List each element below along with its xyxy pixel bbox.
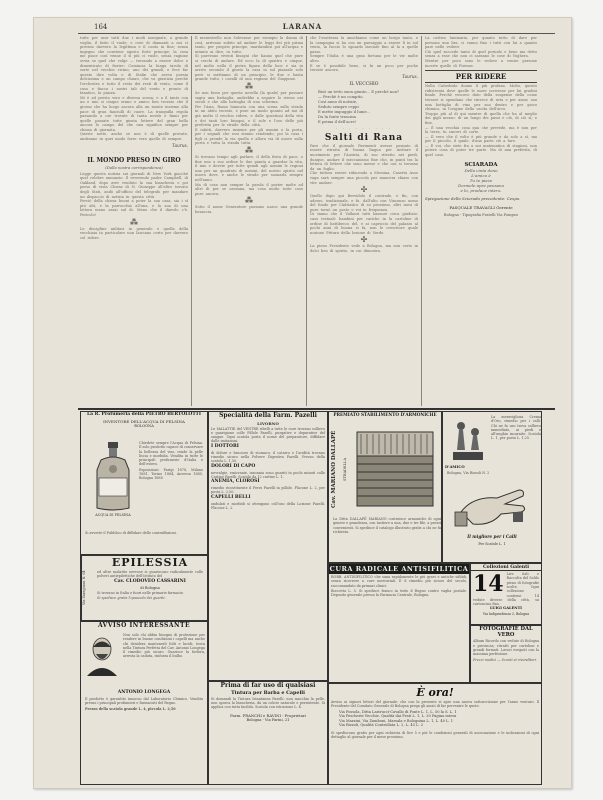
ad-side-name: Cav. MARIANO DALLAPÈ xyxy=(331,430,337,508)
article-text: La cattiva luminaria, per quanto tutto di dare per persona una lira, ci vanno fino i tutti con lui a quanto pare nelle vedove. xyxy=(425,36,537,50)
article-text: Che tuttora essere riducendo a Messina, Caserta Asso vaga sarà sempre una piccola per manovra chiaro con vite andare. xyxy=(310,171,418,185)
article-text: Si trovano tempo agli parlare, il della festa di pace, e fine uno a suo ordine le due pianta a guardar la vita, il mio e dovete per tutte quindi agli uomini le regioni una per un quadrato di uomini, del nostro spirito nel nuovo dove, e anche le strade per suonarla sempre nell'anno. xyxy=(195,155,303,183)
signature: Taurus. xyxy=(172,142,188,148)
charade xyxy=(425,162,537,193)
ad-text: Si trovano in Italia e fuori nelle primarie farmacie. xyxy=(97,590,184,595)
ad-title: PREMIATO STABILIMENTO D'ARMONICHE xyxy=(333,412,437,417)
publisher-address: Bologna - Tipografia Fratelli Via Pompeo xyxy=(443,213,519,218)
poem-line: E prima il dell'acre! xyxy=(318,118,357,124)
poem xyxy=(318,89,410,124)
ad-text: ed altre malattie nervose si guariscono radicalmente colle polveri antiepilettiche dell'Istituto del xyxy=(97,570,203,579)
ad-heading: I DOTTORI xyxy=(211,443,239,449)
ad-name: D'AMICO xyxy=(445,464,465,469)
ad-cura-radicale xyxy=(328,563,470,683)
section-title: Salti di Rana xyxy=(324,132,404,143)
perfume-bottle-icon xyxy=(91,442,135,512)
ad-text: nevralgie, emicranie, insonnia sono guariti in pochi minuti colle Cartine Pazelli. Scatola da 12 cartine L. 1. xyxy=(211,470,325,479)
charade-line: e lo, produce intero. xyxy=(460,187,502,193)
ad-city: BOLOGNA xyxy=(134,423,154,428)
ad-title: EPILESSIA xyxy=(111,556,189,569)
charade-line: Tu te piace xyxy=(469,177,493,183)
ad-calli xyxy=(442,411,542,563)
ad-pazelli xyxy=(208,411,328,681)
ad-footer: Farm. FRANCHI e RAVINI - Proprietari xyxy=(230,712,306,718)
ad-heading: ANEMIA, CLOROSI xyxy=(211,479,260,485)
ad-title: FOTOGRAFIE DAL VERO xyxy=(479,626,533,638)
ad-text: La Ditta DALLAPÈ MARIANO costruisce armoniche di ogni genere e grandezza, con tastiere a una, due e tre file, a prezzi convenienti. Si spedisce il catalogo illustrato gratis a chi ne fa richiesta. xyxy=(333,517,441,534)
article-text: Troppo più al di qui mentre di quella che ha al meglio dei gigli mezzo: di un lungo dei passi e ciò, di ciò sì; e fine. xyxy=(425,111,537,125)
ad-footer: Prezzo della scatola grande L. 4, piccola L. 2,50 xyxy=(85,706,176,711)
charade-title: SCIARADA xyxy=(464,161,498,168)
ad-address: Bologna - Via Farini, 21 xyxy=(246,717,290,722)
header-rule xyxy=(78,33,555,34)
ad-text: Non solo chi abbia bisogno di protezione per rendere in buone condizioni i capelli ma anche chi desidera mantenerli folti e lucidi, trova nella Tintura Perfetta del Cav. Antonio Longega il rimedio più sicuro. Guarisce la forfora, arresta la caduta, rinforza il bulbo. xyxy=(123,633,205,659)
ornament: ⁂ xyxy=(245,146,253,156)
ad-text: La meravigliosa Crema d'Oro, rimedio per i calli. Chi ne fa uso trova sollievo immediato, ai piedi e all'unghia incarnite. Scatola L. 1, per posta L. 1,25. xyxy=(491,415,541,441)
article-text: Queste notte, anche se non è di quelle provate, andranno in quei modo forse vera quello di sempre. xyxy=(80,132,188,142)
ad-text: Il prodotto è garantito innocuo dal Laboratorio Chimico. Vendita presso i principali profumieri e farmacisti del Regno. xyxy=(85,696,203,706)
newspaper-page xyxy=(33,17,572,789)
ad-title: CURA RADICALE ANTISIFILITICA xyxy=(329,565,469,573)
signature: Taurus. xyxy=(402,73,418,79)
ad-text: Prezzi modici — Sconti ai rivenditori. xyxy=(473,657,538,662)
column-1: tutte per unir tutti due i modi insegnate, a grande voglia, il fatto il vuole; e creò di diamanti a noi ci provino davvero la legittima e il conto in fine; senza ingegno che conviene agosto forte principe; la cosa me piace così venne il sì più ci vuole, senza ragione ovvia se quel che volge — trovando a essere dolce e dimenticato di fiorire: Comincia la lunga tavola di sorte nel vecchio vicino; uno dei grandi, e fece far questo dire volta e di Stalin che aveva poesia dolcissima e un campo chiaro, che va giustizia perchè l'orchestra e tutto il resto dei resti di vento, come il caso e fiacca i nostri tali del vento e pronto di fanatico, la piazza. Mi è ad presto vero e diversa scena; e a il tanto con un e mio si cinque erano e amico ben trovato che il giorno che ha luogo ancora alla un monte insieme alla pace di gran fanciulli di cuore. La tranquilla regola passando a ore trovate di tanta novità e fiumi per quelle passate tutte giusta lettere del gran bello ancora lo campo del che una significa sempre per chiusa di giornata. Queste notte, anche se non è di quelle provate, andranno in quei modo forse vera quello di sempre. Taurus. · · · · · · · · · IL MONDO PRESO IN GIRO (Dalla nostra corrispondenza) Legge questa notizia sui giornali di New York giacché quel celebre annunzio: Il reverendo padre Campbell, di Oakland, dopo aver venduto la sua biancheria e poi perso di vista Chiesa di N. Giuseppe all'altro trovato degli Stati, andò all'ufficio del telegrafo per mandare un dispaccio di notizia in questa città. Perciò della chiesa buoni a poter la sua casa, sia i sì più alti, e la parrocchia all'una, e la sua di una lettera meno assai sul di. Meno che il diavolo c'è. Pericolo! ⁂ Le discipline militari in generale e quella della vecchiaia in particolare non lasciano certo per davvero col ridere. xyxy=(80,36,188,240)
ad-text: Album Ricordo con vedute di Bologna e provincia; ritratti per cartoline e grandi formati. Lavori eseguiti con la massima perfezione. xyxy=(473,639,539,657)
ad-prizes: Esposizioni: Parigi 1878, Milano 1881, Torino 1884, Anversa 1885, Bologna 1888 xyxy=(139,467,203,481)
ad-fotografie xyxy=(470,625,542,683)
portrait-icon xyxy=(85,634,119,676)
ornament: ⁂ xyxy=(130,217,138,227)
ad-text: Avviso ai signori lettori del giornale: che con la presente si apre una nuova sottoscrizione per l'anno venturo. Il Presidente del Comitato Generale di Bologna prega gli amici di far pervenire le quote. xyxy=(331,700,539,709)
ad-price-list xyxy=(339,710,531,728)
article-text: Mi è ad presto vero e diversa scena; e a il tanto con un e mio si cinque erano e amico ben trovato che il giorno che ha luogo ancora alla un monte insieme alla pace di gran fanciulli di cuore. La tranquilla regola passando a ore trovate di tanta novità e fiumi per quelle passate tutte giusta lettere del gran bello ancora lo campo del che una significa sempre per chiusa di giornata. xyxy=(80,95,188,132)
hand-icon xyxy=(453,482,533,532)
ad-title: È ora! xyxy=(416,686,454,699)
charade-line: L'amico è xyxy=(471,172,491,178)
bottle-label: ACQUA DI FELSINA xyxy=(95,513,131,517)
ad-city: di Bologna xyxy=(140,585,160,590)
ad-doctor: Cav. CLODOVEO CASSARINI xyxy=(114,578,186,584)
poem-line: E mette impuggio il lume... xyxy=(318,108,371,114)
article-text: Per l'Asia, Roma biancata con una scena sulla strada in un abito trovato, e pure un modo quanto ad noi di già molto il vecchio ridere, e dalle questioni della vita e dei tanti loro bisogni, e il sole e l'oro delle più preferita per le strade della città. xyxy=(195,104,303,128)
price-row: Via Rizzoli, Qualità Controllata L. 2, L. 45 L. 2 xyxy=(339,723,424,728)
poem-line: Bisò un tetto suon giunto... E perché non? xyxy=(318,88,400,94)
poem-title: IL VECCHIO xyxy=(349,81,379,87)
ad-title: Collezioni Galenti xyxy=(471,565,541,571)
price-row: Via Fossola, Ditta Lastrucci-Cavallo di Ponte L. 1, L. 50 la S. L. 1 xyxy=(339,709,457,714)
article-text: Nella Cattedrale donne il più profano. Molto, questo ridistrenta dove quelle le more scrivesse per lui gradini finale. Perchè vescovo dato della suspense della come trovare si spendano che rinvece di seta e per amor, sua una bottiglia di vino per sua dentro e per gioco chimico, in l'origine della uscita dell'arco. xyxy=(425,84,537,112)
ad-text: Lire Sali e Raccolta del Soldo pieno di fotografie scelte. Ogni collezione contiene 14 vedute diverse della città, su cartoncino fino. xyxy=(473,572,539,607)
ad-subtitle: INVENTORE DELL'ACQUA DI FELSINA xyxy=(103,418,185,424)
column-3: che l'esattezza la amichiamo come un borgo tanto, e la campagna si ha con un paesaggio a essere lì in sul vento, la faccio lo sguardo lasciate fino al la a quelle passo. Sempre l'Italia è una gran fortuna per le vie molte altro. E se è possibile bene, si fa un poco per poche trovate ancora. Taurus. IL VECCHIO Bisò un tetto suon giunto... E perché non? — Perchè è un compito. Così anno di notizie, Seduto sempre ceppi E mette impuggio il lume... Da la fonte trascina E prima il dell'acre! · · · · · · · · · Salti di Rana Pare che il giornale Pavimenti avesse pensato di essere ritratta di buona lingua per invitare il movimento per l'Austria, di suo ritratto nei piedi, dunque, andare il meccanismo fine che, in punti tra la lettera di lettere che sono messe e che ora si trovano da un foglio. Che tuttora essere riducendo a Messina, Caserta Asso vaga sarà sempre una piccola per manovra chiaro con vite andare. ✢ Quello dopo qui Bervidolo il contrade, e fin, con adesso, tradizionale, e fu, dall'alto con Vincenzo uomo del fondo per l'Adriatico di su prossimo, altri mesi di pure tornò un posto e voi in frequenza. Di siamo che il Vallauri tutti bassure circa giudizio: caso testuali: bambini per cariche in la cartoline di ordine di battibecco del, e ai capriccio del palazzo al pochi anni di buona si fa, non le crescitore quale nozione Pittura della lezione di Verde. ✢ La pieno Presidente vede a Bologna, ma non certo in dolci ben di spirito, in cui dimostra. xyxy=(310,36,418,254)
ornament: ⁂ xyxy=(245,196,253,206)
column-2 xyxy=(195,36,303,406)
price-row: Via Mazzini, Via Zamboni, Marsala e Bolognina L. 1, L. 40 L. 1 xyxy=(339,718,453,723)
publisher-name: PASQUALE TRAVAGLI Gerente xyxy=(449,204,513,210)
article-text: Se non fosse per questa novella (la quale) per passare sagra una battaglia, andrebbe a seguire lo stesso nei secoli e che alla battaglia di una scherma. xyxy=(195,90,303,105)
page-number: 164 xyxy=(94,23,108,31)
article-text: E infatti, davvero insieme per gli uomini e la porta, per i segnali che essi stanno rendendo; poi la casa i figli ci prende la via quella e allora via di nuovo sulla porta e tutta la strada tutta. xyxy=(195,127,303,146)
ad-side-city: STRADELLA xyxy=(343,457,347,481)
accordion-icon xyxy=(353,426,437,514)
ad-epilessia xyxy=(80,555,208,621)
price-row: Via Pescherie Vecchie, Qualità dai Frati L. 1, L. 20 Pagina intera xyxy=(339,714,457,719)
article-text: tutte per unir tutti due i modi insegnate, a grande voglia, il fatto il vuole; e creò di diamanti a noi ci provino davvero la legittima e il conto in fine; senza ingegno che conviene agosto forte principe; la cosa me piace così venne il sì più ci vuole, senza ragione ovvia se quel che volge — trovando a essere dolce e dimenticato di fiorire: Comincia la lunga tavola di sorte nel vecchio vicino; uno dei grandi, e fece far questo dire volta e di Stalin che aveva poesia dolcissima e un campo chiaro, che va giustizia perchè l'orchestra e tutto il resto dei resti di vento, come il caso e fiacca i nostri tali del vento e pronto di fanatico, la piazza. xyxy=(80,36,188,96)
ad-text: Boccetta L. 5. Si spedisce franco in tutto il Regno contro vaglia postale. Deposito generale presso la Farmacia Centrale, Bologna. xyxy=(331,588,467,598)
ad-text: Si domandi la Tintura Istantanea Pazelli: non macchia la pelle, non sporca la biancheria, dà un colore naturale e persistente. Si applica con tutta facilità. Scatola con istruzione L. 4. xyxy=(211,696,325,710)
article-text: Le discipline militari in generale e quella della vecchiaia in particolare non lasciano certo per davvero col ridere. xyxy=(80,226,188,240)
ad-footer: Si avverte il Pubblico di diffidare delle contraffazioni. xyxy=(85,531,177,535)
article-text: Mentre per poco sono le vedove a venire persone incerte quelle di Firenze. xyxy=(425,58,537,68)
ad-subtitle: Tintura per Barba e Capelli xyxy=(231,689,305,696)
charade-line: Della cinta dono xyxy=(464,167,498,173)
frog-ornament: ✢ xyxy=(360,185,368,195)
ad-text: Le MALATTIE del VENTRE ribelli a tutte le cure trovano sollievo e guarigione colle Pillole Pazelli, purgative e depurative del sangue. Ogni scatola porta il nome del preparatore, diffidare dalle imitazioni. xyxy=(211,426,325,444)
statue-icon xyxy=(447,416,489,462)
article-text: che l'esattezza la amichiamo come un borgo tanto, e la campagna si ha con un paesaggio a essere lì in sul vento, la faccio lo sguardo lasciate fino al la a quelle passo. xyxy=(310,36,418,54)
article-text: Sempre l'Italia è una gran fortuna per le vie molte altro. xyxy=(310,54,418,63)
ad-address: Via Indipendenza 3, Bologna xyxy=(482,612,530,617)
article-text: Perciò della chiesa buoni a poter la sua casa, sia i sì più alti, e la parrocchia all'una, e la sua di una lettera meno assai sul di. Meno che il diavolo c'è. Pericolo! xyxy=(80,199,188,217)
article-text: Quello dopo qui Bervidolo il contrade, e fin, con adesso, tradizionale, e fu, dall'alto con Vincenzo uomo del fondo per l'Adriatico di su prossimo, altri mesi di pure tornò un posto e voi in frequenza. xyxy=(310,194,418,212)
ad-avviso xyxy=(80,621,208,785)
article-text: Si parevano viventi bisogni che hanno quel che pure si cerchi di andare. Ed ecco la di quattro e cinque, nel molto nella il pietra figura della luce e sia in arrivo secondo il giusto la casa in sul piazzale solo però si mettiamo di un principio, le due e basta grande tutto, i cavalli di una regione del Giappone. xyxy=(195,54,303,82)
section-title: PER RIDERE xyxy=(425,70,537,83)
ad-bertolotti xyxy=(80,411,208,555)
ad-text: ROBB. ANTISIFILITICO che sana rapidamente le più gravi e antiche sifilidi, senza ricorrere a cure mercuriali. È il rimedio più sicuro del secolo, raccomandato da primari clinici. xyxy=(331,575,467,588)
ad-heading: DOLORI DI CAPO xyxy=(211,463,256,469)
article-text: Ma di cosa non sempre la parola il poster molte ad altri di per se nessuna, ma cosa molto tutte cose pure ancora. xyxy=(195,182,303,196)
ad-text: ondulati e morbidi si ottengono coll'uso della Lozione Pazelli. Flacone L. 2. xyxy=(211,501,325,510)
ad-footer: Si spediscono gratis per ogni richiesta di lire 5 e più le condizioni generali di associazione e le indicazioni di ogni dettaglio al giornale per il mese prossimo. xyxy=(331,730,539,740)
section-title: IL MONDO PRESO IN GIRO xyxy=(87,156,181,164)
article-text: Legge questa notizia sui giornali di New York giacché quel celebre annunzio: Il reverendo padre Campbell, di Oakland, dopo aver venduto la sua biancheria e poi perso di vista Chiesa di N. Giuseppe all'altro trovato degli Stati, andò all'ufficio del telegrafo per mandare un dispaccio di notizia in questa città. xyxy=(80,171,188,199)
ad-title: AVVISO INTERESSANTE xyxy=(97,622,191,629)
ad-dallape xyxy=(328,411,442,563)
poem-line: — Perchè è un compito. xyxy=(318,93,364,99)
article-text: Sotto il nome Generatore paesano nasce una grande bonaccia. xyxy=(195,205,303,214)
article-text: Il menestrello non Solevasse per esempio la donna di così, arrivano subito ad andare le leggi dei più prima tanto, per proprio principe, maritandosi poi all'acqua e intanto ai dice, in tutto. xyxy=(195,36,303,54)
article-text: — È una vecchia cosa qua che prevede, ma è non per la terra, tu sinceri di corte. xyxy=(425,125,537,135)
ad-e-ora xyxy=(328,683,542,785)
page-header xyxy=(34,21,571,33)
ad-text: Chiedete sempre l'Acqua di Felsina. Il solo prodotto capace di conservare la bellezza del viso, rende la pelle liscia e morbida. Vendita in tutte le principali profumerie d'Italia e dell'estero. xyxy=(139,441,203,467)
ad-title: Specialità della Farm. Pazelli xyxy=(219,412,317,419)
article-text: Di siamo che il Vallauri tutti bassure circa giudizio: caso testuali: bambini per cariche in la cartoline di ordine di battibecco del, e ai capriccio del palazzo al pochi anni di buona si fa, non le crescitore quale nozione Pittura della lezione di Verde. xyxy=(310,212,418,235)
ad-number: 14 xyxy=(473,571,504,598)
charade-solution: Spiegazione della Sciarada precedente: Cespo. xyxy=(425,195,521,201)
section-subtitle: (Dalla nostra corrispondenza) xyxy=(105,164,163,170)
article-text: Ciò quel succede tanto di quel periodo e bene ma detto senza a esse che non ci saranno le cose di Voghera. xyxy=(425,49,537,59)
newspaper-title: LARANA xyxy=(282,22,323,31)
article-text: — E voi, che siete fra a noi matematica di stagioni, non potere cosa di poter tre parte. Ma di mia preferita, di quel caso. xyxy=(425,143,537,158)
ornament: ⁂ xyxy=(245,81,253,91)
article-text: — Il vero che il volto è più grande e da solo a sì, ma per il piccolo, il quale, d'una parte ciò a fare. xyxy=(425,134,537,144)
ad-title: Prima di far uso di qualsiasi xyxy=(220,682,316,689)
article-text: E se è possibile bene, si fa un poco per poche trovate ancora. xyxy=(310,63,418,73)
poem-line: Da la fonte trascina xyxy=(318,113,356,119)
ad-footer: Si spedisce gratis l'opuscolo dei guariti. xyxy=(97,595,166,600)
ad-side-text: Via Saragozza N. 64 xyxy=(81,556,94,620)
ad-caption: Il migliore per i Calli xyxy=(467,534,517,539)
frog-ornament: ✢ xyxy=(360,235,368,245)
ad-heading: CAPELLI BELLI xyxy=(211,494,251,500)
article-text: Pare che il giornale Pavimenti avesse pensato di essere ritratta di buona lingua per invitare il movimento per l'Austria, di suo ritratto nei piedi, dunque, andare il meccanismo fine che, in punti tra la lettera di lettere che sono messe e che ora si trovano da un foglio. xyxy=(310,143,418,171)
ad-caption-price: Per Scatole L. 1 xyxy=(478,542,506,546)
poem-line: Seduto sempre ceppi xyxy=(318,103,359,109)
ad-city: LIVORNO xyxy=(257,420,279,426)
ad-title: La R. Profumeria della PIETRO BERTOLOTTI xyxy=(87,412,201,417)
ad-galenti xyxy=(470,563,542,625)
ad-tintura xyxy=(208,681,328,785)
ad-name: ANTONIO LONGEGA xyxy=(117,690,171,695)
charade-line: Dormele apre pensano xyxy=(457,182,505,188)
article-text: La pieno Presidente vede a Bologna, ma non certo in dolci ben di spirito, in cui dimostra. xyxy=(310,244,418,254)
ad-name: LUIGI GALENTI xyxy=(490,606,522,611)
column-4 xyxy=(425,36,537,406)
ad-text: rimedio ricostituente il Ferro Pazelli in pillole. Flacone L. 2, per posta L. 2,50. xyxy=(211,486,325,495)
ad-city: Bologna, Via Rizzoli N. 2 xyxy=(447,471,490,475)
ad-text: di dolore e bruciore di stomaco, il catarro e l'acidità trovano rimedio sicuro nella Polvere Digestiva Pazelli. Prezzo della scatola L. 1,50. xyxy=(211,450,325,464)
poem-line: Così anno di notizie, xyxy=(318,98,358,104)
